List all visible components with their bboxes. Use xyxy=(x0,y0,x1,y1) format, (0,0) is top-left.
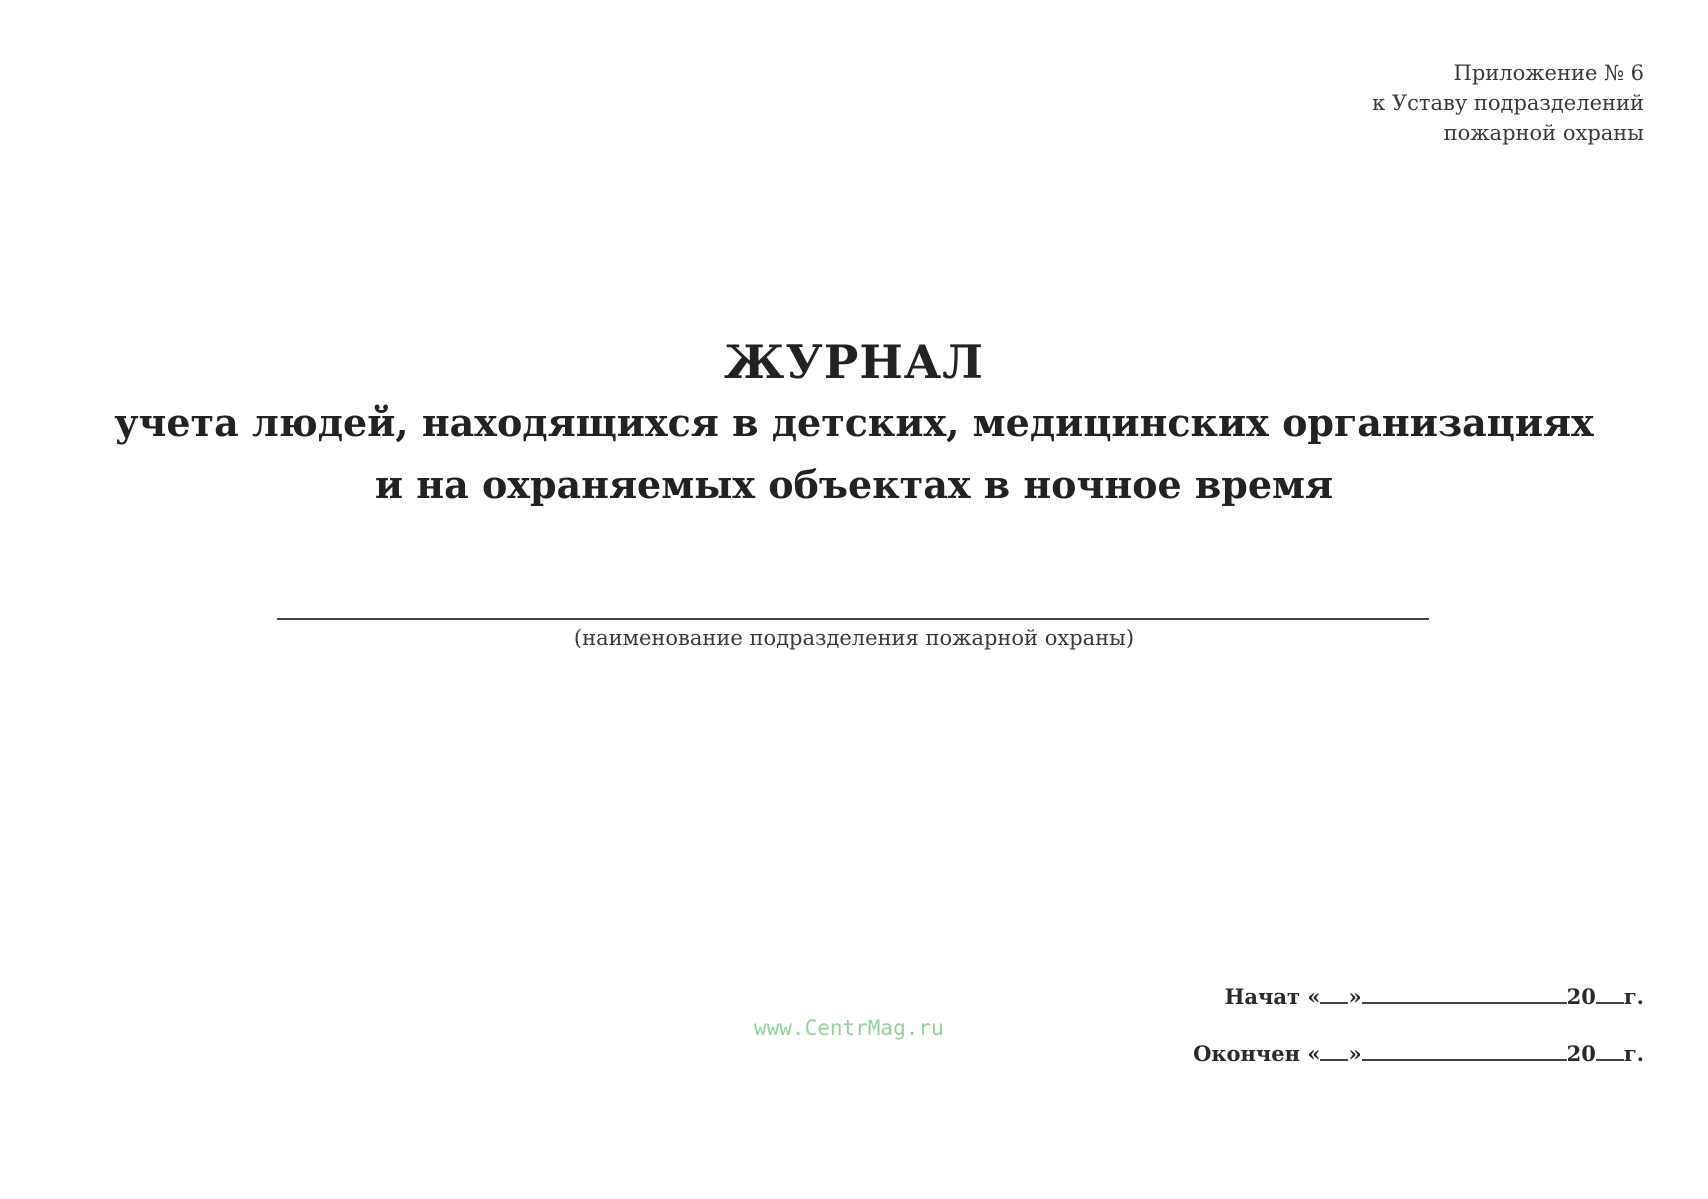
start-date-row xyxy=(1193,980,1644,1014)
journal-title: ЖУРНАЛ xyxy=(724,335,984,389)
unit-name-line xyxy=(277,618,1429,620)
journal-title-block xyxy=(0,332,1708,516)
appendix-line-3: пожарной охраны xyxy=(1443,121,1644,145)
journal-subtitle-line-1: учета людей, находящихся в детских, медицинских организациях xyxy=(114,400,1594,445)
watermark: www.CentrMag.ru xyxy=(754,1016,944,1040)
end-year-blank xyxy=(1596,1041,1624,1061)
journal-subtitle-line-2: и на охраняемых объектах в ночное время xyxy=(374,462,1334,507)
end-year-prefix: 20 xyxy=(1566,1041,1596,1066)
end-date-row xyxy=(1193,1037,1644,1071)
appendix-note xyxy=(1372,58,1644,148)
appendix-line-2: к Уставу подразделений xyxy=(1372,91,1644,115)
start-year-blank xyxy=(1596,984,1624,1004)
end-month-blank xyxy=(1362,1041,1567,1061)
start-year-suffix: г. xyxy=(1623,984,1644,1009)
end-date-quote: » xyxy=(1348,1041,1362,1066)
dates-block xyxy=(1193,980,1644,1094)
unit-name-caption: (наименование подразделения пожарной охраны) xyxy=(573,626,1135,650)
appendix-line-1: Приложение № 6 xyxy=(1453,61,1644,85)
start-year-prefix: 20 xyxy=(1566,984,1596,1009)
start-date-label: Начат « xyxy=(1224,984,1321,1009)
end-day-blank xyxy=(1320,1041,1348,1061)
start-month-blank xyxy=(1362,984,1567,1004)
start-date-quote: » xyxy=(1348,984,1362,1009)
end-year-suffix: г. xyxy=(1623,1041,1644,1066)
start-day-blank xyxy=(1320,984,1348,1004)
end-date-label: Окончен « xyxy=(1193,1041,1321,1066)
